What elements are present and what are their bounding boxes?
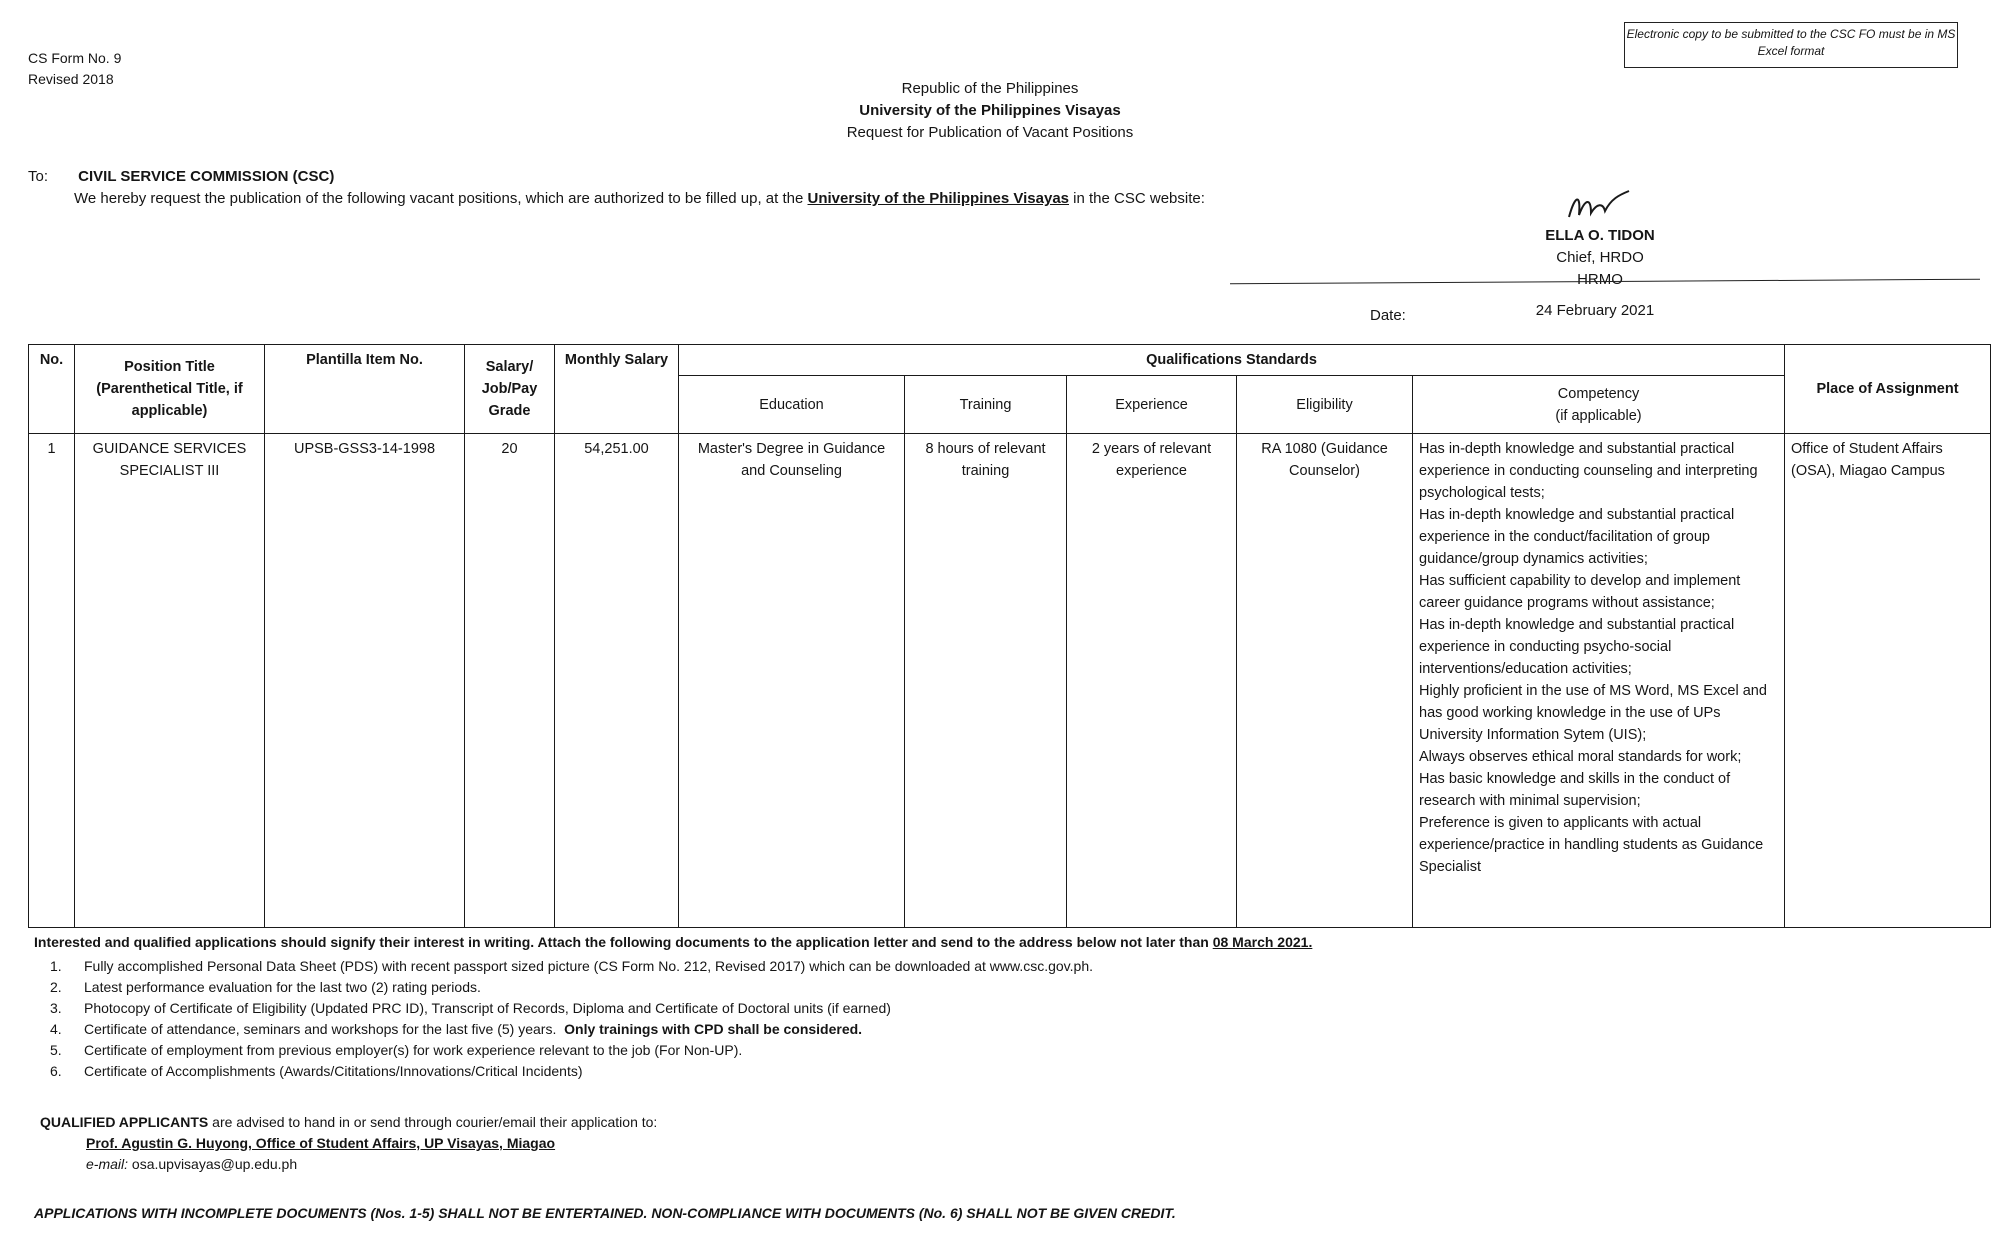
requirement-number: 4. (50, 1021, 62, 1037)
competency-item: Preference is given to applicants with actual experience/practice in handling students as Guidance Specialist (1419, 815, 1764, 875)
cell-place: Office of Student Affairs (OSA), Miagao Campus (1785, 434, 1991, 928)
document-header (600, 78, 1380, 144)
header-position-title-label: Position Title (124, 359, 215, 375)
cell-no: 1 (29, 434, 75, 928)
table-row (29, 434, 1991, 928)
requirement-text: Fully accomplished Personal Data Sheet (PDS) with recent passport sized picture (CS Form No. 212, Revised 2017) which can be downloaded at www.csc.gov.ph. (84, 958, 1093, 974)
signatory-position: Chief, HRDO (1556, 249, 1644, 266)
list-item (50, 1040, 1950, 1061)
header-training: Training (905, 376, 1067, 434)
to-label: To: (28, 168, 49, 185)
form-number (28, 48, 121, 90)
request-agency: University of the Philippines Visayas (807, 190, 1069, 207)
header-competency (1413, 376, 1785, 434)
signature-mark (1555, 185, 1645, 225)
cell-experience: 2 years of relevant experience (1067, 434, 1237, 928)
form-revision-label: Revised 2018 (28, 71, 114, 87)
requirement-text: Latest performance evaluation for the last two (2) rating periods. (84, 979, 481, 995)
agency-name: University of the Philippines Visayas (859, 102, 1121, 119)
requirement-number: 3. (50, 1000, 62, 1016)
header-experience: Experience (1067, 376, 1237, 434)
competency-item: Has sufficient capability to develop and implement career guidance programs without assistance; (1419, 573, 1741, 611)
competency-item: Has in-depth knowledge and substantial practical experience in conducting counseling and interpreting psychological tests; (1419, 441, 1758, 501)
list-item (50, 977, 1950, 998)
requirement-number: 2. (50, 979, 62, 995)
list-item (50, 1019, 1950, 1040)
competency-item: Always observes ethical moral standards for work; (1419, 749, 1742, 765)
header-monthly-salary: Monthly Salary (555, 345, 679, 434)
addressee-block (28, 166, 1528, 210)
list-item (50, 956, 1950, 977)
country-label: Republic of the Philippines (901, 80, 1079, 97)
submission-lead: QUALIFIED APPLICANTS (40, 1114, 209, 1130)
header-education: Education (679, 376, 905, 434)
requirements-list (50, 956, 1950, 1082)
header-position-title-note: (Parenthetical Title, if applicable) (96, 381, 243, 419)
electronic-copy-notice: Electronic copy to be submitted to the CSC FO must be in MS Excel format (1624, 22, 1958, 68)
header-competency-note: (if applicable) (1555, 407, 1642, 424)
requirement-number: 1. (50, 958, 62, 974)
submission-contact: Prof. Agustin G. Huyong, Office of Student Affairs, UP Visayas, Miagao (86, 1135, 556, 1151)
requirement-emphasis: Only trainings with CPD shall be considered. (564, 1021, 863, 1037)
cell-plantilla: UPSB-GSS3-14-1998 (265, 434, 465, 928)
cell-salary-grade: 20 (465, 434, 555, 928)
instructions-text (34, 932, 1984, 953)
header-place: Place of Assignment (1785, 345, 1991, 434)
requirement-number: 6. (50, 1063, 62, 1079)
header-no: No. (29, 345, 75, 434)
competency-item: Has in-depth knowledge and substantial practical experience in conducting psycho-social interventions/education activities; (1419, 617, 1735, 677)
instructions-body: Interested and qualified applications should signify their interest in writing. Attach the following documents to the application letter and send to the address below not later than (34, 934, 1209, 950)
signatory-role: HRMO (1577, 271, 1623, 288)
cell-monthly-salary: 54,251.00 (555, 434, 679, 928)
form-number-label: CS Form No. 9 (28, 50, 122, 66)
requirement-text: Certificate of attendance, seminars and workshops for the last five (5) years. (84, 1021, 557, 1037)
header-position-title (75, 345, 265, 434)
incomplete-documents-warning: APPLICATIONS WITH INCOMPLETE DOCUMENTS (Nos. 1-5) SHALL NOT BE ENTERTAINED. NON-COMPLIANCE WITH DOCUMENTS (No. 6) SHALL NOT BE GIVEN CREDIT. (34, 1205, 1176, 1221)
request-suffix: in the CSC website: (1073, 190, 1205, 207)
request-text: We hereby request the publication of the following vacant positions, which are authorized to be filled up, at the (74, 190, 804, 207)
email-label: e-mail: (86, 1156, 129, 1172)
addressee-name: CIVIL SERVICE COMMISSION (CSC) (78, 168, 335, 185)
header-plantilla: Plantilla Item No. (265, 345, 465, 434)
header-salary-grade: Salary/ Job/Pay Grade (465, 345, 555, 434)
email-address[interactable]: osa.upvisayas@up.edu.ph (131, 1156, 298, 1172)
requirement-text: Photocopy of Certificate of Eligibility (Updated PRC ID), Transcript of Records, Diploma and Certificate of Doctoral units (if earned) (84, 1000, 891, 1016)
date-value: 24 February 2021 (1535, 302, 1655, 319)
cell-eligibility: RA 1080 (Guidance Counselor) (1237, 434, 1413, 928)
competency-item: Highly proficient in the use of MS Word, MS Excel and has good working knowledge in the use of UPs University Information Sytem (UIS); (1419, 683, 1767, 743)
competency-item: Has in-depth knowledge and substantial practical experience in the conduct/facilitation of group guidance/group dynamics activities; (1419, 507, 1735, 567)
signatory-block (1440, 185, 1760, 291)
signatory-name: ELLA O. TIDON (1545, 227, 1655, 244)
cell-education: Master's Degree in Guidance and Counseling (679, 434, 905, 928)
requirement-text: Certificate of Accomplishments (Awards/Cititations/Innovations/Critical Incidents) (84, 1063, 583, 1079)
document-title: Request for Publication of Vacant Positions (846, 124, 1134, 141)
header-qualifications: Qualifications Standards (679, 345, 1785, 376)
cell-competency (1413, 434, 1785, 928)
submission-text: are advised to hand in or send through courier/email their application to: (212, 1114, 658, 1130)
header-competency-label: Competency (1557, 385, 1640, 402)
header-eligibility: Eligibility (1237, 376, 1413, 434)
vacancy-table (28, 344, 1991, 928)
requirement-text: Certificate of employment from previous employer(s) for work experience relevant to the job (For Non-UP). (84, 1042, 743, 1058)
competency-item: Has basic knowledge and skills in the conduct of research with minimal supervision; (1419, 771, 1731, 809)
submission-block (40, 1112, 1240, 1175)
requirement-number: 5. (50, 1042, 62, 1058)
list-item (50, 998, 1950, 1019)
cell-position-title: GUIDANCE SERVICES SPECIALIST III (75, 434, 265, 928)
date-label: Date: (1370, 307, 1406, 324)
instructions-deadline: 08 March 2021. (1212, 934, 1313, 950)
list-item (50, 1061, 1950, 1082)
cell-training: 8 hours of relevant training (905, 434, 1067, 928)
